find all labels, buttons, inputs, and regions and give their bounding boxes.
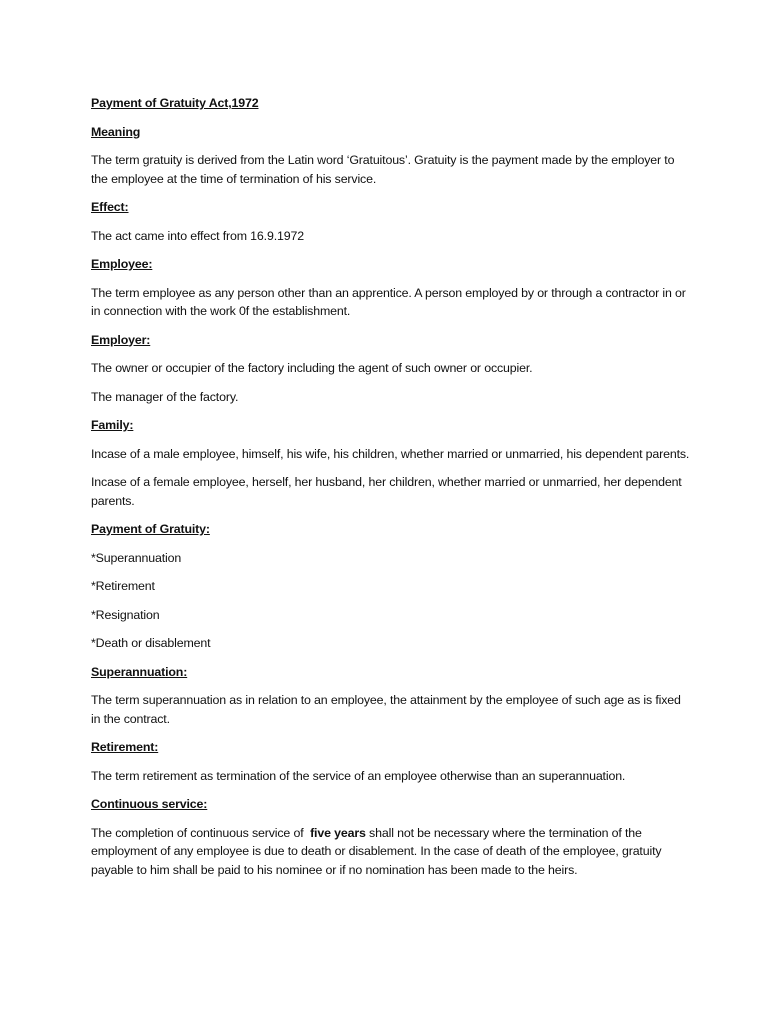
payment-item: *Death or disablement	[91, 636, 211, 650]
continuous-service-heading: Continuous service:	[91, 797, 208, 811]
document-body	[91, 94, 691, 889]
continuous-text-after: shall not be necessary where the termination of the employment of any employee is due to death or disablement. In the case of death of the employee, gratuity payable to him shall be paid to his nominee or if no nomination has been made to the heirs.	[91, 825, 662, 877]
payment-item: *Retirement	[91, 579, 155, 593]
document-title: Payment of Gratuity Act,1972	[91, 96, 259, 110]
continuous-text-before: The completion of continuous service of	[91, 825, 311, 840]
payment-heading: Payment of Gratuity:	[91, 522, 210, 536]
family-text-1: Incase of a male employee, himself, his wife, his children, whether married or unmarried, his dependent parents.	[91, 446, 690, 461]
family-heading: Family:	[91, 418, 134, 432]
payment-item: *Superannuation	[91, 550, 182, 565]
employee-text: The term employee as any person other than an apprentice. A person employed by or through a contractor in or in connection with the work 0f the establishment.	[91, 285, 686, 318]
superannuation-heading: Superannuation:	[91, 664, 188, 679]
meaning-heading: Meaning	[91, 124, 141, 139]
employer-text-2: The manager of the factory.	[91, 389, 239, 404]
payment-item: *Resignation	[91, 607, 160, 622]
retirement-heading: Retirement:	[91, 740, 159, 754]
effect-text: The act came into effect from 16.9.1972	[91, 228, 304, 243]
meaning-text: The term gratuity is derived from the Latin word ‘Gratuitous’. Gratuity is the payment made by the employer to the employee at the time of termination of his service.	[91, 153, 675, 186]
continuous-text-bold: five years	[310, 825, 366, 840]
retirement-text: The term retirement as termination of the service of an employee otherwise than an superannuation.	[91, 768, 626, 783]
effect-heading: Effect:	[91, 200, 129, 214]
continuous-service-text	[91, 824, 691, 880]
employee-heading: Employee:	[91, 257, 153, 271]
family-text-2: Incase of a female employee, herself, her husband, her children, whether married or unmarried, her dependent parents.	[91, 475, 682, 508]
superannuation-text: The term superannuation as in relation to an employee, the attainment by the employee of such age as is fixed in the contract.	[91, 693, 681, 726]
employer-text-1: The owner or occupier of the factory including the agent of such owner or occupier.	[91, 361, 533, 375]
employer-heading: Employer:	[91, 332, 151, 347]
